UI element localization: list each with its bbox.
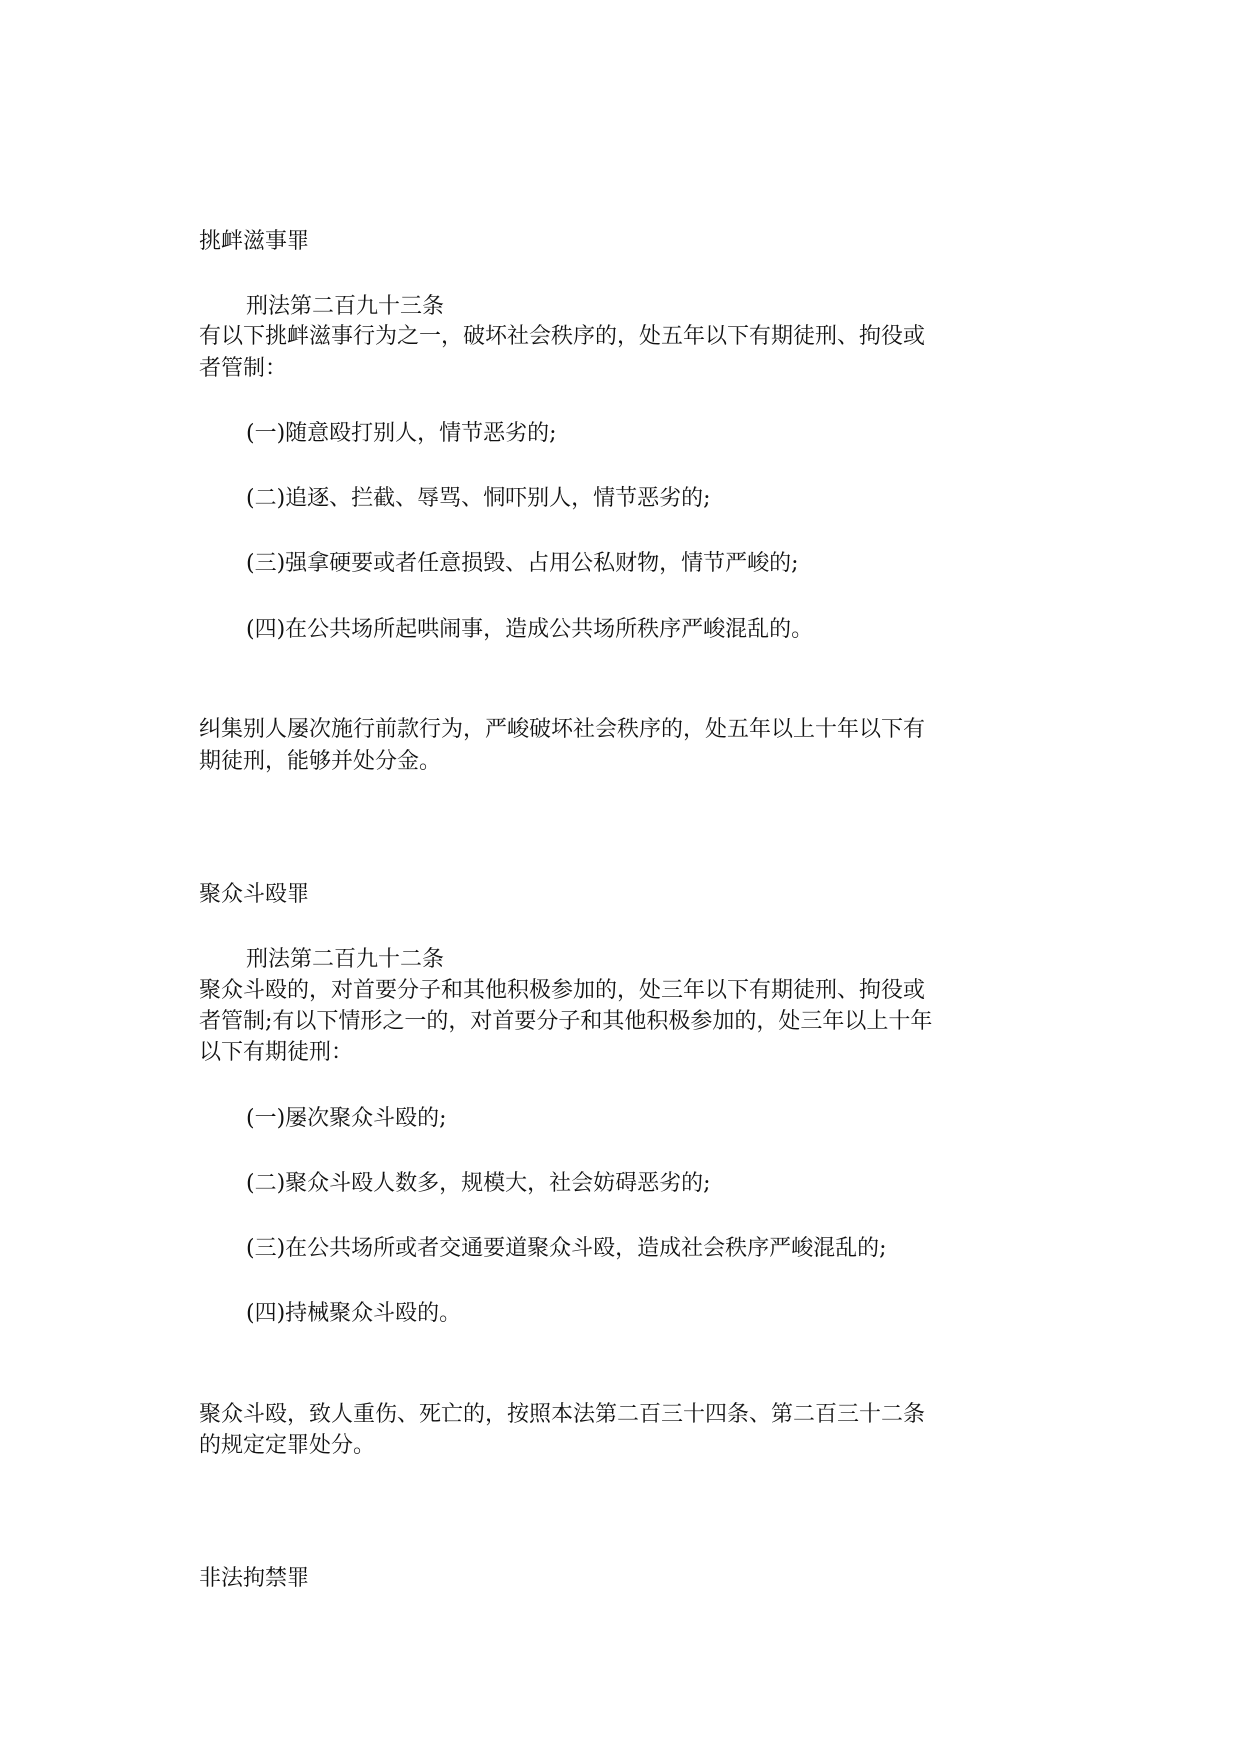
closing-line: 聚众斗殴，致人重伤、死亡的，按照本法第二百三十四条、第二百三十二条: [199, 1402, 926, 1427]
list-item: (二)追逐、拦截、辱骂、恫吓别人，情节恶劣的;: [246, 486, 711, 511]
list-item: (三)强拿硬要或者任意损毁、占用公私财物，情节严峻的;: [246, 551, 799, 576]
section-title: 非法拘禁罪: [199, 1566, 310, 1591]
article-heading: 刑法第二百九十二条: [246, 947, 445, 972]
article-intro-line: 聚众斗殴的，对首要分子和其他积极参加的，处三年以下有期徒刑、拘役或: [199, 978, 926, 1003]
article-intro-line: 者管制：: [199, 356, 288, 381]
list-item: (一)随意殴打别人，情节恶劣的;: [246, 421, 557, 446]
list-item: (一)屡次聚众斗殴的;: [246, 1106, 447, 1131]
closing-line: 的规定定罪处分。: [199, 1433, 376, 1458]
article-heading: 刑法第二百九十三条: [246, 294, 445, 319]
section-title: 挑衅滋事罪: [199, 229, 310, 254]
list-item: (四)在公共场所起哄闹事，造成公共场所秩序严峻混乱的。: [246, 617, 814, 642]
list-item: (二)聚众斗殴人数多，规模大，社会妨碍恶劣的;: [246, 1171, 711, 1196]
article-intro-line: 者管制;有以下情形之一的，对首要分子和其他积极参加的，处三年以上十年: [199, 1009, 933, 1034]
section-title: 聚众斗殴罪: [199, 882, 310, 907]
list-item: (四)持械聚众斗殴的。: [246, 1301, 462, 1326]
article-intro-line: 以下有期徒刑：: [199, 1040, 354, 1065]
closing-line: 纠集别人屡次施行前款行为，严峻破坏社会秩序的，处五年以上十年以下有: [199, 717, 926, 742]
article-intro-line: 有以下挑衅滋事行为之一，破坏社会秩序的，处五年以下有期徒刑、拘役或: [199, 324, 926, 349]
list-item: (三)在公共场所或者交通要道聚众斗殴，造成社会秩序严峻混乱的;: [246, 1236, 887, 1261]
closing-line: 期徒刑，能够并处分金。: [199, 749, 442, 774]
